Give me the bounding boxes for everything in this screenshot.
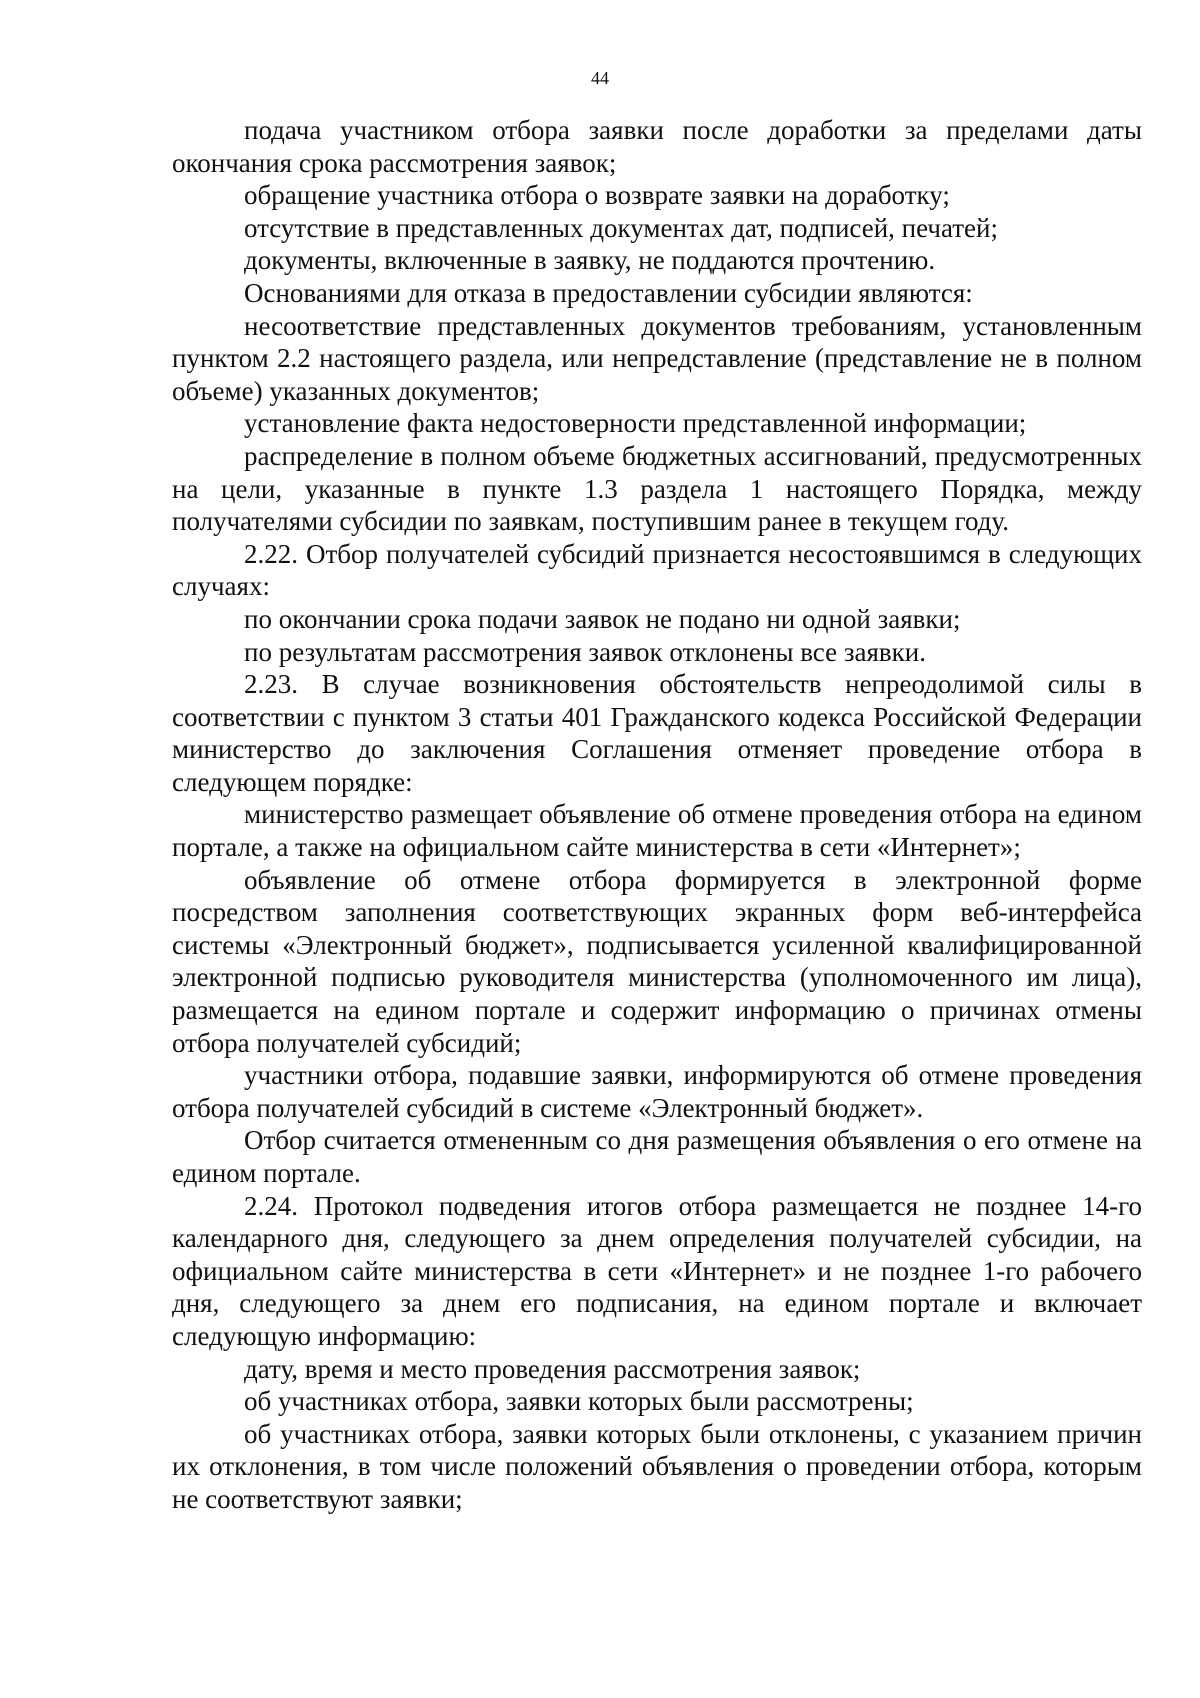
paragraph: 2.22. Отбор получателей субсидий признается несостоявшимся в следующих случаях: bbox=[172, 538, 1142, 602]
page-number: 44 bbox=[591, 68, 609, 88]
paragraph: об участниках отбора, заявки которых были рассмотрены; bbox=[244, 1386, 914, 1417]
paragraph: отсутствие в представленных документах дат, подписей, печатей; bbox=[244, 212, 998, 243]
paragraph: объявление об отмене отбора формируется в электронной форме посредством заполнения соответствующих экранных форм веб-интерфейса системы «Электронный бюджет», подписывается усиленной квалифицированной электронной подписью руководителя министерства (уполномоченного им лица), размещается на едином портале и содержит информацию о причинах отмены отбора получателей субсидий; bbox=[172, 864, 1142, 1058]
paragraph: по окончании срока подачи заявок не подано ни одной заявки; bbox=[244, 603, 961, 634]
paragraph: об участниках отбора, заявки которых были отклонены, с указанием причин их отклонения, в том числе положений объявления о проведении отбора, которым не соответствуют заявки; bbox=[172, 1418, 1142, 1514]
paragraph: Отбор считается отмененным со дня размещения объявления о его отмене на едином портале. bbox=[172, 1125, 1142, 1188]
paragraph: несоответствие представленных документов требованиям, установленным пунктом 2.2 настоящего раздела, или непредставление (представление не в полном объеме) указанных документов; bbox=[172, 310, 1142, 406]
paragraph: 2.24. Протокол подведения итогов отбора размещается не позднее 14-го календарного дня, следующего за днем определения получателей субсидии, на официальном сайте министерства в сети «Интернет» и не позднее 1-го рабочего дня, следующего за днем его подписания, на едином портале и включает следующую информацию: bbox=[172, 1190, 1142, 1351]
paragraph: документы, включенные в заявку, не поддаются прочтению. bbox=[244, 245, 936, 276]
paragraph: распределение в полном объеме бюджетных ассигнований, предусмотренных на цели, указанные в пункте 1.3 раздела 1 настоящего Порядка, между получателями субсидии по заявкам, поступившим ранее в текущем году. bbox=[172, 440, 1142, 537]
paragraph: дату, время и место проведения рассмотрения заявок; bbox=[244, 1353, 861, 1384]
paragraph: 2.23. В случае возникновения обстоятельств непреодолимой силы в соответствии с пунктом 3 статьи 401 Гражданского кодекса Российской Федерации министерство до заключения Соглашения отменяет проведение отбора в следующем порядке: bbox=[172, 669, 1142, 797]
paragraph: по результатам рассмотрения заявок отклонены все заявки. bbox=[244, 636, 926, 667]
paragraph: установление факта недостоверности представленной информации; bbox=[244, 408, 1027, 439]
paragraph: Основаниями для отказа в предоставлении субсидии являются: bbox=[244, 277, 973, 308]
paragraph: участники отбора, подавшие заявки, информируются об отмене проведения отбора получателей субсидий в системе «Электронный бюджет». bbox=[172, 1060, 1142, 1123]
document-body bbox=[172, 114, 1142, 1516]
paragraph: министерство размещает объявление об отмене проведения отбора на едином портале, а также на официальном сайте министерства в сети «Интернет»; bbox=[172, 799, 1142, 863]
paragraph: подача участником отбора заявки после доработки за пределами даты окончания срока рассмотрения заявок; bbox=[172, 115, 1142, 178]
paragraph: обращение участника отбора о возврате заявки на доработку; bbox=[244, 180, 950, 211]
